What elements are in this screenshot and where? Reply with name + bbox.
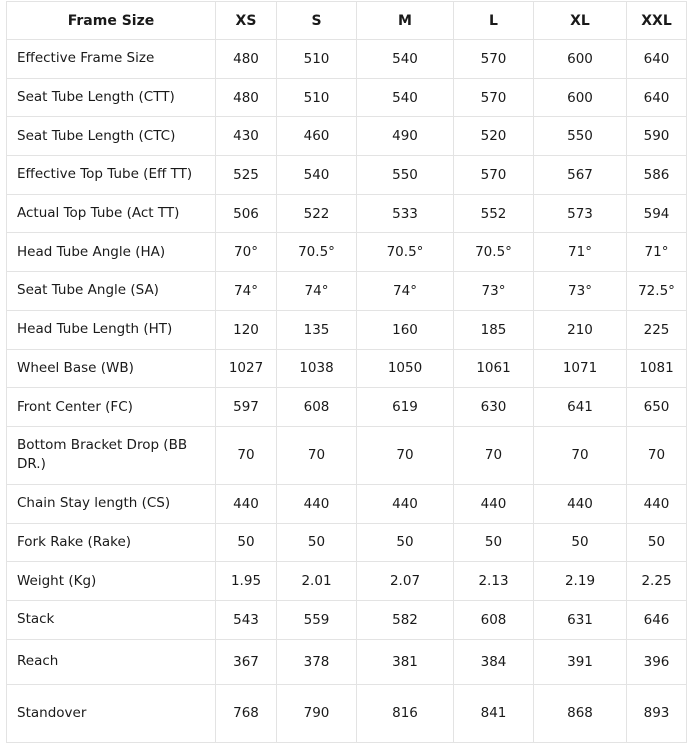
table-cell: 1027 <box>216 349 277 388</box>
table-cell: 490 <box>357 117 454 156</box>
table-cell: 381 <box>357 639 454 684</box>
table-cell: 50 <box>277 523 357 562</box>
table-cell: 185 <box>454 310 534 349</box>
table-cell: 440 <box>534 484 627 523</box>
table-cell: 460 <box>277 117 357 156</box>
table-cell: 160 <box>357 310 454 349</box>
table-cell: 71° <box>534 233 627 272</box>
table-cell: 630 <box>454 388 534 427</box>
table-row <box>7 78 687 117</box>
table-cell: 510 <box>277 40 357 79</box>
table-cell: 559 <box>277 600 357 639</box>
table-cell: 70 <box>216 426 277 484</box>
header-row <box>7 2 687 40</box>
row-label: Seat Tube Length (CTT) <box>7 78 216 117</box>
table-cell: 74° <box>357 272 454 311</box>
table-cell: 640 <box>627 78 687 117</box>
geometry-table <box>6 1 687 743</box>
table-cell: 586 <box>627 156 687 195</box>
table-cell: 1071 <box>534 349 627 388</box>
table-row <box>7 117 687 156</box>
header-m: M <box>357 2 454 40</box>
header-l: L <box>454 2 534 40</box>
table-cell: 1061 <box>454 349 534 388</box>
table-cell: 50 <box>627 523 687 562</box>
table-cell: 768 <box>216 684 277 742</box>
table-row <box>7 272 687 311</box>
table-cell: 552 <box>454 194 534 233</box>
table-cell: 590 <box>627 117 687 156</box>
header-xxl: XXL <box>627 2 687 40</box>
table-cell: 72.5° <box>627 272 687 311</box>
table-cell: 210 <box>534 310 627 349</box>
table-row <box>7 523 687 562</box>
table-cell: 619 <box>357 388 454 427</box>
table-cell: 608 <box>454 600 534 639</box>
table-cell: 396 <box>627 639 687 684</box>
table-cell: 1081 <box>627 349 687 388</box>
table-cell: 73° <box>454 272 534 311</box>
table-cell: 570 <box>454 156 534 195</box>
table-cell: 225 <box>627 310 687 349</box>
table-cell: 1038 <box>277 349 357 388</box>
table-row <box>7 388 687 427</box>
table-cell: 600 <box>534 40 627 79</box>
table-cell: 1050 <box>357 349 454 388</box>
table-cell: 641 <box>534 388 627 427</box>
table-cell: 522 <box>277 194 357 233</box>
table-cell: 384 <box>454 639 534 684</box>
table-row <box>7 194 687 233</box>
table-cell: 50 <box>216 523 277 562</box>
header-xs: XS <box>216 2 277 40</box>
table-cell: 70° <box>216 233 277 272</box>
row-label: Standover <box>7 684 216 742</box>
table-cell: 440 <box>216 484 277 523</box>
table-cell: 816 <box>357 684 454 742</box>
table-cell: 573 <box>534 194 627 233</box>
table-cell: 480 <box>216 78 277 117</box>
table-cell: 506 <box>216 194 277 233</box>
row-label: Bottom Bracket Drop (BB DR.) <box>7 426 216 484</box>
header-xl: XL <box>534 2 627 40</box>
table-cell: 540 <box>277 156 357 195</box>
table-cell: 868 <box>534 684 627 742</box>
table-cell: 567 <box>534 156 627 195</box>
row-label: Effective Frame Size <box>7 40 216 79</box>
table-row <box>7 562 687 601</box>
table-cell: 594 <box>627 194 687 233</box>
table-cell: 70.5° <box>357 233 454 272</box>
table-cell: 2.19 <box>534 562 627 601</box>
table-cell: 525 <box>216 156 277 195</box>
table-cell: 135 <box>277 310 357 349</box>
table-cell: 480 <box>216 40 277 79</box>
table-cell: 50 <box>454 523 534 562</box>
table-row <box>7 484 687 523</box>
row-label: Weight (Kg) <box>7 562 216 601</box>
table-cell: 71° <box>627 233 687 272</box>
row-label: Head Tube Length (HT) <box>7 310 216 349</box>
table-cell: 440 <box>357 484 454 523</box>
table-cell: 430 <box>216 117 277 156</box>
header-frame-size: Frame Size <box>7 2 216 40</box>
table-cell: 608 <box>277 388 357 427</box>
table-row <box>7 349 687 388</box>
table-cell: 543 <box>216 600 277 639</box>
table-cell: 2.13 <box>454 562 534 601</box>
row-label: Reach <box>7 639 216 684</box>
table-cell: 70.5° <box>454 233 534 272</box>
table-row <box>7 639 687 684</box>
row-label: Actual Top Tube (Act TT) <box>7 194 216 233</box>
table-cell: 650 <box>627 388 687 427</box>
row-label: Seat Tube Length (CTC) <box>7 117 216 156</box>
table-row <box>7 156 687 195</box>
table-row <box>7 233 687 272</box>
table-cell: 640 <box>627 40 687 79</box>
row-label: Stack <box>7 600 216 639</box>
table-row <box>7 310 687 349</box>
table-cell: 50 <box>357 523 454 562</box>
table-cell: 378 <box>277 639 357 684</box>
table-cell: 2.25 <box>627 562 687 601</box>
header-s: S <box>277 2 357 40</box>
table-cell: 631 <box>534 600 627 639</box>
row-label: Fork Rake (Rake) <box>7 523 216 562</box>
table-cell: 440 <box>277 484 357 523</box>
row-label: Front Center (FC) <box>7 388 216 427</box>
table-cell: 73° <box>534 272 627 311</box>
table-cell: 70 <box>627 426 687 484</box>
table-cell: 841 <box>454 684 534 742</box>
table-cell: 70 <box>277 426 357 484</box>
table-cell: 597 <box>216 388 277 427</box>
table-cell: 790 <box>277 684 357 742</box>
row-label: Chain Stay length (CS) <box>7 484 216 523</box>
table-cell: 540 <box>357 40 454 79</box>
table-cell: 582 <box>357 600 454 639</box>
table-cell: 2.01 <box>277 562 357 601</box>
table-cell: 550 <box>534 117 627 156</box>
table-cell: 50 <box>534 523 627 562</box>
table-row <box>7 600 687 639</box>
table-cell: 367 <box>216 639 277 684</box>
table-cell: 570 <box>454 40 534 79</box>
table-cell: 70 <box>357 426 454 484</box>
table-cell: 70 <box>454 426 534 484</box>
table-cell: 440 <box>454 484 534 523</box>
table-cell: 646 <box>627 600 687 639</box>
table-cell: 520 <box>454 117 534 156</box>
row-label: Wheel Base (WB) <box>7 349 216 388</box>
table-row <box>7 426 687 484</box>
table-cell: 74° <box>277 272 357 311</box>
table-body <box>7 40 687 743</box>
table-cell: 570 <box>454 78 534 117</box>
table-cell: 510 <box>277 78 357 117</box>
table-cell: 70.5° <box>277 233 357 272</box>
table-cell: 74° <box>216 272 277 311</box>
row-label: Seat Tube Angle (SA) <box>7 272 216 311</box>
table-row <box>7 40 687 79</box>
table-cell: 440 <box>627 484 687 523</box>
table-cell: 893 <box>627 684 687 742</box>
row-label: Effective Top Tube (Eff TT) <box>7 156 216 195</box>
table-cell: 533 <box>357 194 454 233</box>
table-row <box>7 684 687 742</box>
table-cell: 600 <box>534 78 627 117</box>
row-label: Head Tube Angle (HA) <box>7 233 216 272</box>
table-cell: 120 <box>216 310 277 349</box>
table-cell: 391 <box>534 639 627 684</box>
table-cell: 1.95 <box>216 562 277 601</box>
table-cell: 540 <box>357 78 454 117</box>
table-cell: 2.07 <box>357 562 454 601</box>
table-cell: 550 <box>357 156 454 195</box>
table-cell: 70 <box>534 426 627 484</box>
